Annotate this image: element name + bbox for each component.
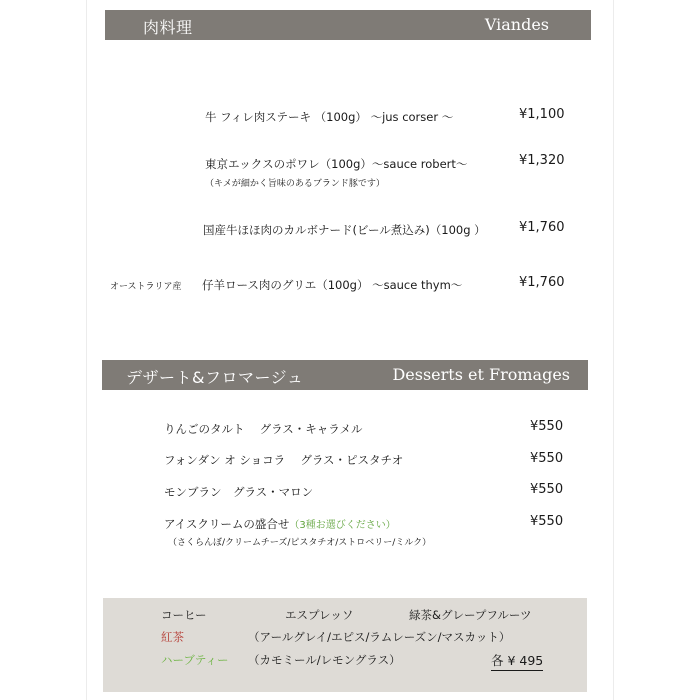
drink-black-tea: 紅茶 <box>161 630 184 644</box>
viandes-item-price: ¥1,760 <box>519 220 565 235</box>
dessert-item-name-text: アイスクリームの盛合せ <box>164 517 290 531</box>
menu-sheet <box>86 0 614 700</box>
dessert-item-highlight: （3種お選びください） <box>289 520 396 531</box>
viandes-item-price: ¥1,100 <box>519 107 565 122</box>
viandes-item-origin: オーストラリア産 <box>110 282 182 292</box>
drink-coffee: コーヒー <box>161 608 207 622</box>
desserts-header <box>102 360 588 390</box>
dessert-item-price: ¥550 <box>530 451 564 466</box>
dessert-item-name: フォンダン オ ショコラ グラス・ピスタチオ <box>164 453 404 467</box>
dessert-item-price: ¥550 <box>530 419 564 434</box>
viandes-item-name: 仔羊ロース肉のグリエ（100g） ～sauce thym～ <box>202 278 463 292</box>
drinks-price: 各 ¥ 495 <box>491 651 543 671</box>
dessert-item-price: ¥550 <box>530 482 564 497</box>
viandes-item-price: ¥1,760 <box>519 275 565 290</box>
viandes-item-name: 牛 フィレ肉ステーキ （100g） ～jus corser ～ <box>205 110 454 124</box>
viandes-item-note: （キメが細かく旨味のあるブランド豚です） <box>205 179 385 189</box>
viandes-item-price: ¥1,320 <box>519 153 565 168</box>
viandes-item-name: 国産牛ほほ肉のカルボナード(ビール煮込み)（100g ） <box>203 223 486 237</box>
drink-black-tea-options: （アールグレイ/エピス/ラムレーズン/マスカット） <box>248 630 511 644</box>
drink-herb-tea-options: （カモミール/レモングラス） <box>248 653 401 667</box>
dessert-item-name: りんごのタルト グラス・キャラメル <box>164 422 363 436</box>
drink-espresso: エスプレッソ <box>285 608 354 622</box>
dessert-item-name: モンブラン グラス・マロン <box>164 485 314 499</box>
viandes-title-fr: Viandes <box>484 15 549 34</box>
viandes-title-jp: 肉料理 <box>143 18 193 37</box>
dessert-item-note: （さくらんぼ/クリームチーズ/ピスタチオ/ストロベリー/ミルク） <box>168 538 432 548</box>
viandes-item-name: 東京エックスのポワレ（100g）～sauce robert～ <box>205 157 468 171</box>
drinks-box <box>103 598 587 692</box>
desserts-title-fr: Desserts et Fromages <box>392 365 570 384</box>
desserts-title-jp: デザート&フロマージュ <box>126 368 304 387</box>
viandes-header <box>105 10 591 40</box>
dessert-item-price: ¥550 <box>530 514 564 529</box>
drink-green-tea: 緑茶&グレープフルーツ <box>409 608 532 622</box>
drink-herb-tea: ハーブティー <box>161 653 229 667</box>
dessert-item-name <box>164 516 396 532</box>
